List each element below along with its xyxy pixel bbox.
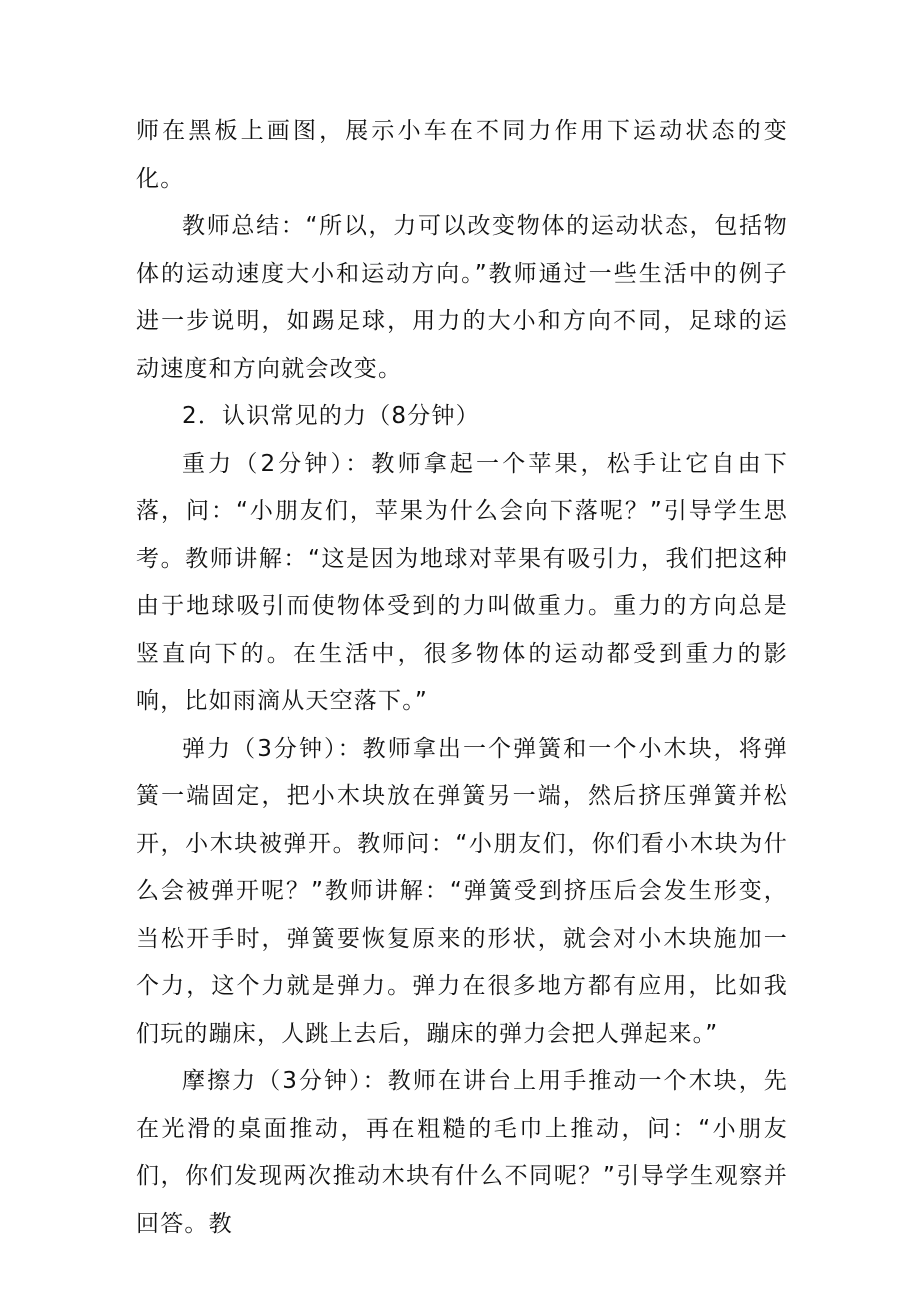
section-heading: 2．认识常见的力（8分钟） bbox=[182, 403, 480, 429]
paragraph-elastic-force: 弹力（3分钟）：教师拿出一个弹簧和一个小木块，将弹簧一端固定，把小木块放在弹簧另一端，然后挤压弹簧并松开，小木块被弹开。教师问：“小朋友们，你们看小木块为什么会被弹开呢？”教师讲解：“弹簧受到挤压后会发生形变，当松开手时，弹簧要恢复原来的形状，就会对小木块施加一个力，这个力就是弹力。弹力在很多地方都有应用，比如我们玩的蹦床，人跳上去后，蹦床的弹力会把人弹起来。” bbox=[136, 735, 788, 1047]
paragraph-1: 师在黑板上画图，展示小车在不同力作用下运动状态的变化。 bbox=[136, 118, 788, 192]
paragraph-gravity: 重力（2分钟）：教师拿起一个苹果，松手让它自由下落，问：“小朋友们，苹果为什么会向下落呢？”引导学生思考。教师讲解：“这是因为地球对苹果有吸引力，我们把这种由于地球吸引而使物体受到的力叫做重力。重力的方向总是竖直向下的。在生活中，很多物体的运动都受到重力的影响，比如雨滴从天空落下。” bbox=[136, 450, 788, 714]
paragraph-2: 教师总结：“所以，力可以改变物体的运动状态，包括物体的运动速度大小和运动方向。”教师通过一些生活中的例子进一步说明，如踢足球，用力的大小和方向不同，足球的运动速度和方向就会改变。 bbox=[136, 213, 788, 382]
document-body bbox=[136, 108, 788, 1248]
paragraph-friction: 摩擦力（3分钟）：教师在讲台上用手推动一个木块，先在光滑的桌面推动，再在粗糙的毛巾上推动，问：“小朋友们，你们发现两次推动木块有什么不同呢？”引导学生观察并回答。教 bbox=[136, 1068, 788, 1237]
